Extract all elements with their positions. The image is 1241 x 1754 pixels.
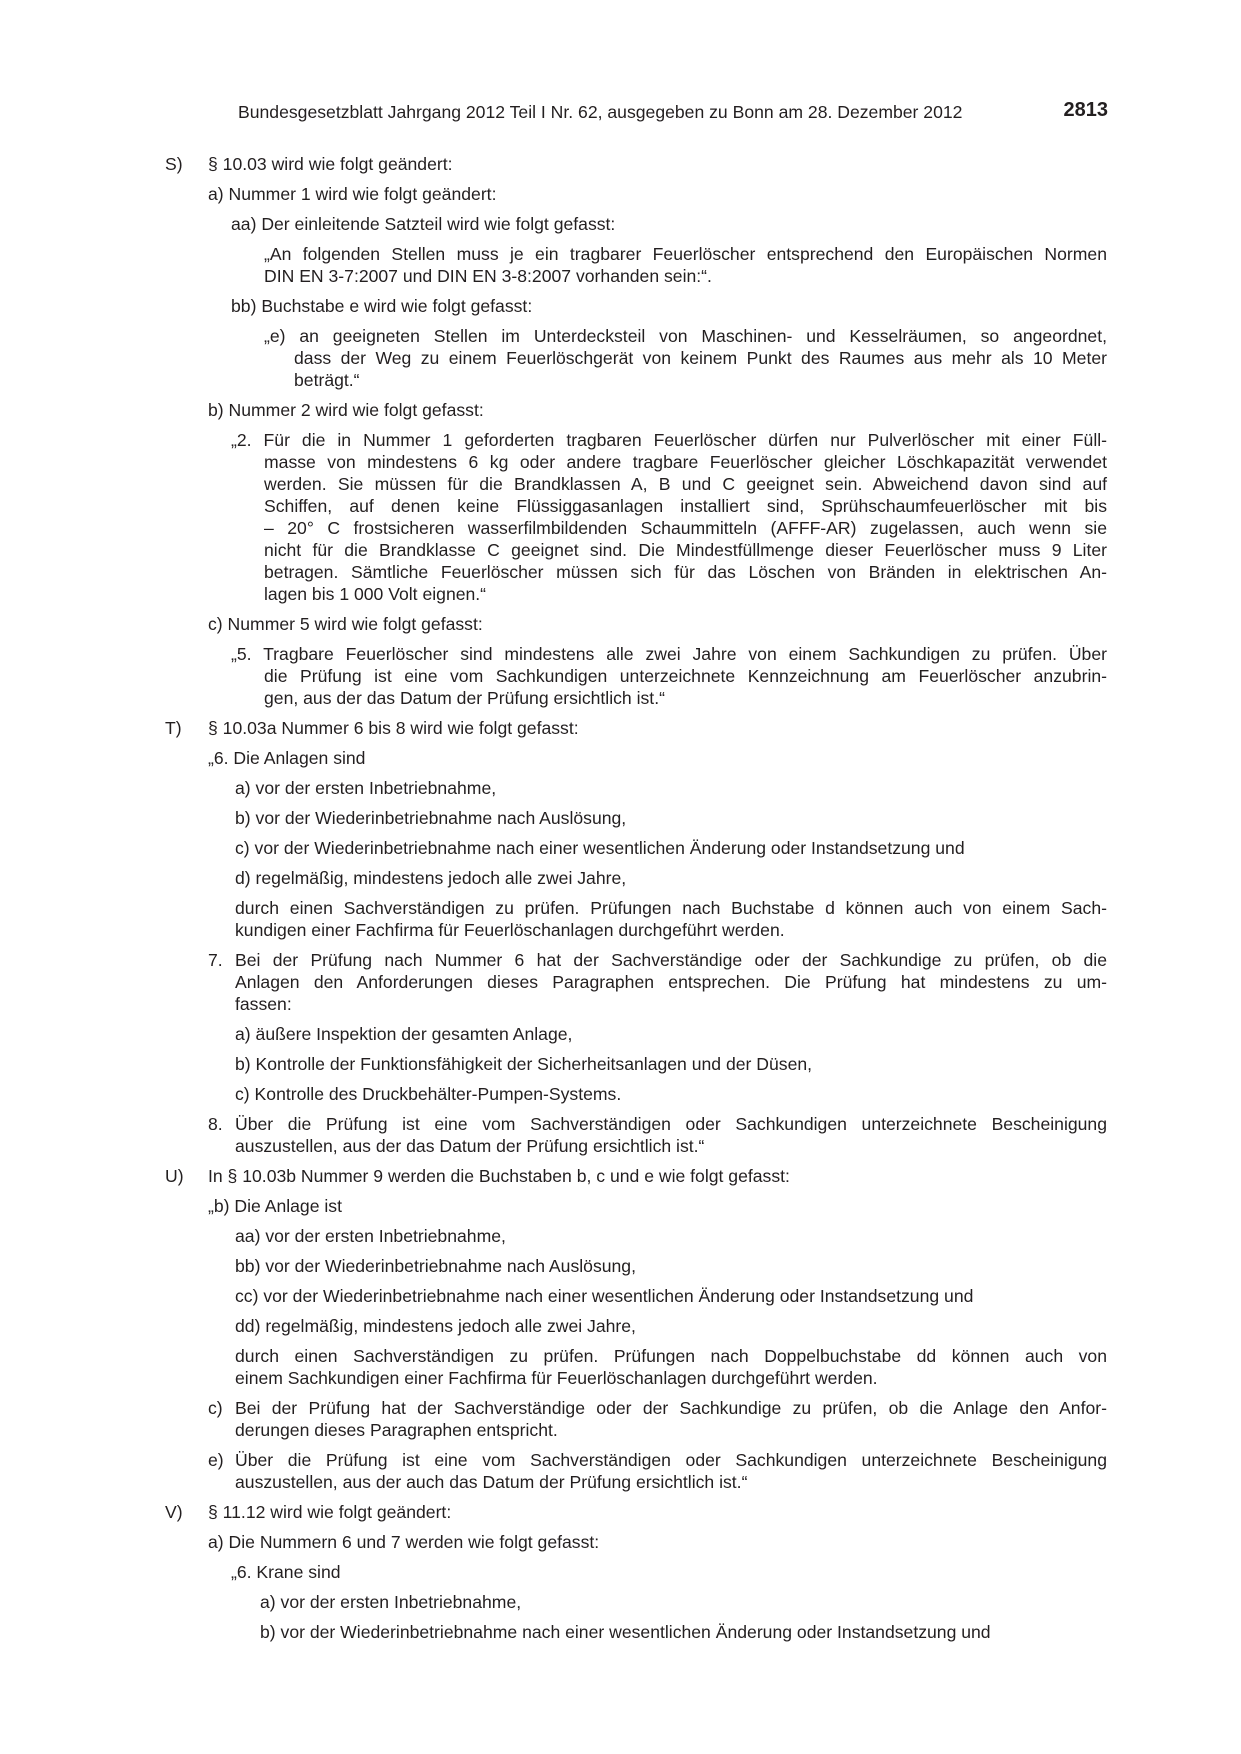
u-b-list-item: aa) vor der ersten Inbetriebnahme, [235,1226,506,1246]
page-header [238,101,1108,125]
s-b-quote-line: betragen. Sämtliche Feuerlöscher müssen sich für das Löschen von Bränden in elektrischen An- [264,562,1107,582]
s-b-quote-line: – 20° C frostsicheren wasserfilmbildenden Schaummitteln (AFFF-AR) zugelassen, auch wenn sie [264,518,1107,538]
t-item-7-number: 7. [208,950,223,970]
section-t-heading: § 10.03a Nummer 6 bis 8 wird wie folgt gefasst: [208,718,579,738]
s-aa-quote-line: DIN EN 3-7:2007 und DIN EN 3-8:2007 vorhanden sein:“. [264,266,712,286]
u-item-e-label: e) [208,1450,224,1470]
s-bb-quote-line: „e) an geeigneten Stellen im Unterdecksteil von Maschinen- und Kesselräumen, so angeordnet, [264,326,1107,346]
t-7-list-item: c) Kontrolle des Druckbehälter-Pumpen-Systems. [235,1084,622,1104]
t-6-list-item: d) regelmäßig, mindestens jedoch alle zwei Jahre, [235,868,627,888]
t-7-list-item: a) äußere Inspektion der gesamten Anlage, [235,1024,573,1044]
t-6-closing-line: kundigen einer Fachfirma für Feuerlöschanlagen durchgeführt werden. [235,920,785,940]
s-bb-quote-line: beträgt.“ [294,370,360,390]
u-b-closing-line: durch einen Sachverständigen zu prüfen. Prüfungen nach Doppelbuchstabe dd können auch von [235,1346,1107,1366]
s-b-quote-line: lagen bis 1 000 Volt eignen.“ [264,584,487,604]
u-b-list-item: dd) regelmäßig, mindestens jedoch alle zwei Jahre, [235,1316,636,1336]
section-label-v: V) [165,1502,183,1522]
s-c-quote-line: die Prüfung ist eine vom Sachkundigen unterzeichnete Kennzeichnung am Feuerlöscher anzubrin- [264,666,1107,686]
t-7-line: Anlagen den Anforderungen dieses Paragraphen entsprechen. Die Prüfung hat mindestens zu um- [235,972,1107,992]
u-e-line: Über die Prüfung ist eine vom Sachverständigen oder Sachkundigen unterzeichnete Bescheinigung [235,1450,1107,1470]
t-8-line: auszustellen, aus der das Datum der Prüfung ersichtlich ist.“ [235,1136,705,1156]
t-item-8-number: 8. [208,1114,223,1134]
s-item-b: b) Nummer 2 wird wie folgt gefasst: [208,400,484,420]
section-label-u: U) [165,1166,184,1186]
s-item-a: a) Nummer 1 wird wie folgt geändert: [208,184,497,204]
s-item-bb: bb) Buchstabe e wird wie folgt gefasst: [231,296,533,316]
s-b-quote-line: „2. Für die in Nummer 1 geforderten tragbaren Feuerlöscher dürfen nur Pulverlöscher mit einer Füll- [231,430,1107,450]
page-number: 2813 [1063,99,1108,121]
section-label-t: T) [165,718,182,738]
v-item-6: „6. Krane sind [231,1562,341,1582]
u-b-list-item: cc) vor der Wiederinbetriebnahme nach einer wesentlichen Änderung oder Instandsetzung und [235,1286,974,1306]
t-6-list-item: c) vor der Wiederinbetriebnahme nach einer wesentlichen Änderung oder Instandsetzung und [235,838,965,858]
t-item-6: „6. Die Anlagen sind [208,748,366,768]
s-c-quote-line: gen, aus der das Datum der Prüfung ersichtlich ist.“ [264,688,665,708]
t-7-line: fassen: [235,994,292,1014]
u-e-line: auszustellen, aus der auch das Datum der Prüfung ersichtlich ist.“ [235,1472,748,1492]
t-6-list-item: b) vor der Wiederinbetriebnahme nach Auslösung, [235,808,627,828]
header-title: Bundesgesetzblatt Jahrgang 2012 Teil I Nr. 62, ausgegeben zu Bonn am 28. Dezember 2012 [238,102,963,122]
section-v-heading: § 11.12 wird wie folgt geändert: [208,1502,452,1522]
u-item-b: „b) Die Anlage ist [208,1196,342,1216]
section-label-s: S) [165,154,183,174]
t-7-list-item: b) Kontrolle der Funktionsfähigkeit der Sicherheitsanlagen und der Düsen, [235,1054,813,1074]
t-7-line: Bei der Prüfung nach Nummer 6 hat der Sachverständige oder der Sachkundige zu prüfen, ob die [235,950,1107,970]
s-bb-quote-line: dass der Weg zu einem Feuerlöschgerät von keinem Punkt des Raumes aus mehr als 10 Meter [294,348,1107,368]
v-6-list-item: a) vor der ersten Inbetriebnahme, [260,1592,522,1612]
s-b-quote-line: nicht für die Brandklasse C geeignet sind. Die Mindestfüllmenge dieser Feuerlöscher muss 9 Liter [264,540,1107,560]
s-b-quote-line: masse von mindestens 6 kg oder andere tragbare Feuerlöscher gleicher Löschkapazität verwendet [264,452,1107,472]
u-item-c-label: c) [208,1398,223,1418]
s-c-quote-line: „5. Tragbare Feuerlöscher sind mindestens alle zwei Jahre von einem Sachkundigen zu prüfen. Über [231,644,1107,664]
t-6-list-item: a) vor der ersten Inbetriebnahme, [235,778,497,798]
u-c-line: Bei der Prüfung hat der Sachverständige oder der Sachkundige zu prüfen, ob die Anlage den Anfor- [235,1398,1107,1418]
t-6-closing-line: durch einen Sachverständigen zu prüfen. Prüfungen nach Buchstabe d können auch von einem Sach- [235,898,1107,918]
section-s-heading: § 10.03 wird wie folgt geändert: [208,154,453,174]
section-u-heading: In § 10.03b Nummer 9 werden die Buchstaben b, c und e wie folgt gefasst: [208,1166,790,1186]
s-b-quote-line: Schiffen, auf denen keine Flüssiggasanlagen installiert sind, Sprühschaumfeuerlöscher mit bis [264,496,1107,516]
v-item-a: a) Die Nummern 6 und 7 werden wie folgt gefasst: [208,1532,600,1552]
u-b-list-item: bb) vor der Wiederinbetriebnahme nach Auslösung, [235,1256,636,1276]
v-6-list-item: b) vor der Wiederinbetriebnahme nach einer wesentlichen Änderung oder Instandsetzung und [260,1622,991,1642]
s-item-aa: aa) Der einleitende Satzteil wird wie folgt gefasst: [231,214,616,234]
u-b-closing-line: einem Sachkundigen einer Fachfirma für Feuerlöschanlagen durchgeführt werden. [235,1368,878,1388]
s-b-quote-line: werden. Sie müssen für die Brandklassen A, B und C geeignet sein. Abweichend davon sind auf [264,474,1107,494]
s-item-c: c) Nummer 5 wird wie folgt gefasst: [208,614,483,634]
u-c-line: derungen dieses Paragraphen entspricht. [235,1420,558,1440]
s-aa-quote-line: „An folgenden Stellen muss je ein tragbarer Feuerlöscher entsprechend den Europäischen Normen [264,244,1107,264]
t-8-line: Über die Prüfung ist eine vom Sachverständigen oder Sachkundigen unterzeichnete Bescheinigung [235,1114,1107,1134]
